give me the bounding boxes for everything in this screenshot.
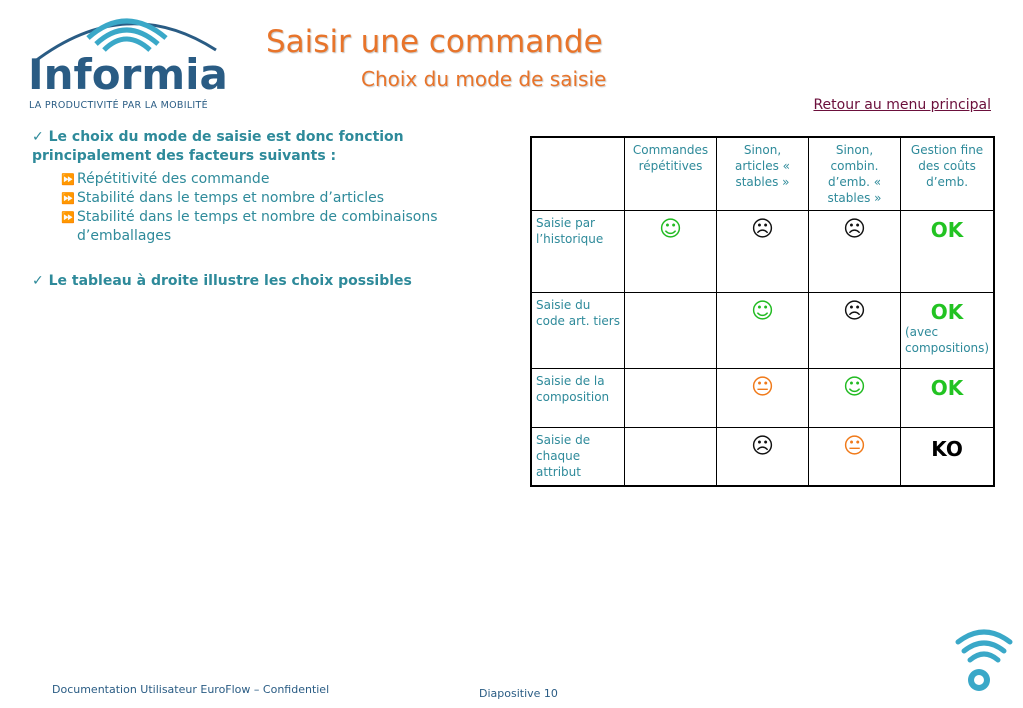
happy-face-icon: ☺ bbox=[659, 217, 682, 242]
table-row bbox=[531, 293, 994, 369]
table-cell bbox=[625, 369, 717, 428]
result-ok: OK bbox=[930, 218, 964, 242]
checkmark-icon: ✓ bbox=[32, 129, 44, 145]
happy-face-icon: ☺ bbox=[843, 375, 866, 400]
table-cell bbox=[809, 369, 901, 428]
page-subtitle: Choix du mode de saisie bbox=[361, 67, 607, 91]
list-item bbox=[61, 189, 512, 208]
row-header: Saisie du code art. tiers bbox=[531, 293, 625, 369]
table-cell bbox=[809, 428, 901, 486]
back-to-main-menu-link[interactable]: Retour au menu principal bbox=[813, 97, 991, 113]
table-cell bbox=[809, 211, 901, 293]
result-ko: KO bbox=[931, 437, 963, 461]
table-row bbox=[531, 428, 994, 486]
double-arrow-icon: ⏩ bbox=[61, 192, 75, 205]
column-header: Commandes répétitives bbox=[625, 137, 717, 211]
table-cell bbox=[625, 293, 717, 369]
table-cell bbox=[717, 293, 809, 369]
table-cell bbox=[717, 369, 809, 428]
intro-bullet bbox=[32, 128, 512, 166]
factor-text: Stabilité dans le temps et nombre de combinaisons d’emballages bbox=[77, 209, 438, 244]
result-cell bbox=[901, 293, 995, 369]
table-cell bbox=[717, 428, 809, 486]
result-ok: OK bbox=[930, 376, 964, 400]
sad-face-icon: ☹ bbox=[843, 299, 866, 324]
logo-tagline: LA PRODUCTIVITÉ PAR LA MOBILITÉ bbox=[29, 100, 208, 111]
table-header-row bbox=[531, 137, 994, 211]
result-note: (avec compositions) bbox=[905, 325, 990, 355]
factor-text: Stabilité dans le temps et nombre d’articles bbox=[77, 190, 385, 206]
double-arrow-icon: ⏩ bbox=[61, 173, 75, 186]
table-cell bbox=[717, 211, 809, 293]
footer-confidential: Documentation Utilisateur EuroFlow – Confidentiel bbox=[52, 683, 330, 696]
sad-face-icon: ☹ bbox=[751, 434, 774, 459]
checkmark-icon: ✓ bbox=[32, 273, 44, 289]
column-header: Gestion fine des coûts d’emb. bbox=[901, 137, 995, 211]
factor-text: Répétitivité des commande bbox=[77, 171, 270, 187]
result-ok: OK bbox=[930, 300, 964, 324]
happy-face-icon: ☺ bbox=[751, 299, 774, 324]
neutral-face-icon: 😐 bbox=[751, 375, 774, 400]
column-header: Sinon, articles « stables » bbox=[717, 137, 809, 211]
row-header: Saisie de chaque attribut bbox=[531, 428, 625, 486]
result-cell bbox=[901, 369, 995, 428]
result-cell bbox=[901, 428, 995, 486]
row-header: Saisie par l’historique bbox=[531, 211, 625, 293]
wireless-signal-icon bbox=[952, 624, 1016, 696]
informia-logo bbox=[26, 10, 236, 114]
factor-list bbox=[61, 170, 512, 246]
row-header: Saisie de la composition bbox=[531, 369, 625, 428]
sad-face-icon: ☹ bbox=[751, 217, 774, 242]
list-item bbox=[61, 170, 512, 189]
list-item bbox=[61, 208, 512, 246]
neutral-face-icon: 😐 bbox=[843, 434, 866, 459]
table-cell bbox=[625, 211, 717, 293]
logo-wordmark: Informia bbox=[28, 50, 228, 99]
column-header: Sinon, combin. d’emb. « stables » bbox=[809, 137, 901, 211]
table-row bbox=[531, 369, 994, 428]
table-row bbox=[531, 211, 994, 293]
sad-face-icon: ☹ bbox=[843, 217, 866, 242]
double-arrow-icon: ⏩ bbox=[61, 211, 75, 224]
table-cell bbox=[625, 428, 717, 486]
slide-number: Diapositive 10 bbox=[479, 687, 558, 700]
result-cell bbox=[901, 211, 995, 293]
corner-cell bbox=[531, 137, 625, 211]
page-title: Saisir une commande bbox=[266, 24, 603, 60]
table-cell bbox=[809, 293, 901, 369]
intro-text: Le choix du mode de saisie est donc fonction principalement des facteurs suivants : bbox=[32, 129, 404, 164]
conclusion-bullet bbox=[32, 272, 512, 291]
entry-mode-table bbox=[530, 136, 995, 487]
content-block bbox=[32, 128, 512, 291]
conclusion-text: Le tableau à droite illustre les choix possibles bbox=[48, 273, 412, 289]
